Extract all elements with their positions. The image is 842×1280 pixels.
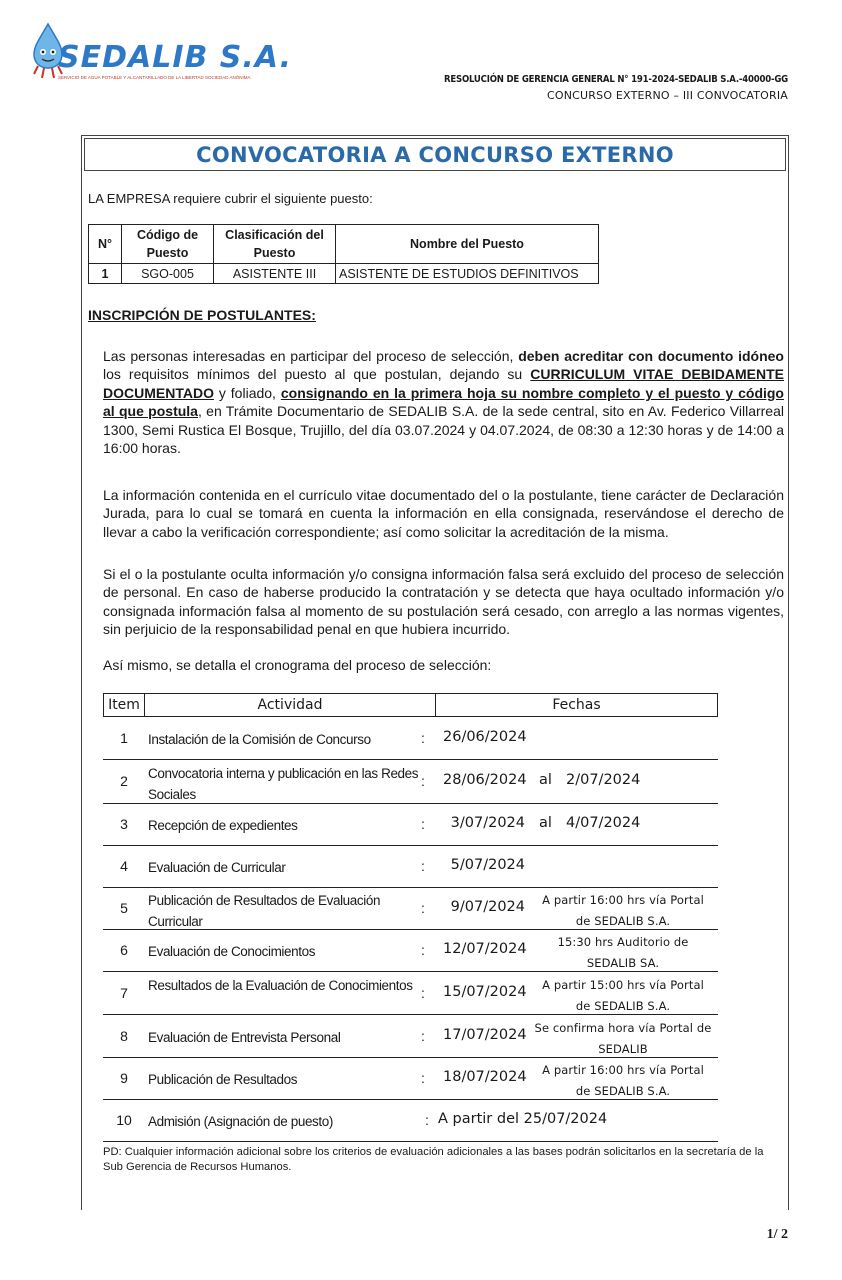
contest-label: CONCURSO EXTERNO – III CONVOCATORIA [547,89,788,102]
schedule-activity: Resultados de la Evaluación de Conocimientos [148,978,413,993]
p1-text-1: Las personas interesadas en participar del proceso de selección, [103,348,519,364]
schedule-item-number: 4 [120,858,128,874]
schedule-header [103,693,718,717]
schedule-row [103,846,718,888]
schedule-colon: : [425,1112,429,1128]
section-title: INSCRIPCIÓN DE POSTULANTES: [88,307,316,323]
schedule-row [103,888,718,930]
schedule-row [103,1058,718,1100]
schedule-activity: Recepción de expedientes [148,818,298,833]
position-table [88,224,599,284]
schedule-item-number: 1 [120,730,128,746]
col-classification: Clasificación del Puesto [214,225,336,264]
schedule-date: 3/07/2024 [450,815,525,831]
schedule-date: 26/06/2024 [443,729,527,745]
paragraph-declaration: La información contenida en el currículo vitae documentado del o la postulante, tiene carácter de Declaración Jurada, para lo cual se tomará en cuenta la información en ella consignada, reservándose el derecho de llevar a cabo la verificación correspondiente; así como solicitar la acreditación de la misma. [103,487,784,540]
schedule-activity: Convocatoria interna y publicación en las Redes Sociales [148,766,419,802]
schedule-colon: : [421,1070,425,1086]
p1-text-3: y foliado, [213,384,281,401]
schedule-date: 12/07/2024 [443,941,527,957]
logo-wordmark: SEDALIB S.A. [58,40,292,75]
schedule-note: A partir 16:00 hrs vía Portal de SEDALIB S.A. [542,1063,704,1098]
intro-text: LA EMPRESA requiere cubrir el siguiente puesto: [88,191,373,206]
row-code: SGO-005 [122,264,214,284]
paragraph-registration [103,347,784,457]
schedule-range-connector: al [539,815,552,831]
schedule-colon: : [421,730,425,746]
schedule-colon: : [421,773,425,789]
schedule-activity: Publicación de Resultados de Evaluación Curricular [148,893,381,929]
schedule-activity: Evaluación de Conocimientos [148,944,316,959]
schedule-col-item: Item [103,693,145,717]
schedule-item-number: 6 [120,942,128,958]
p1-text-2: los requisitos mínimos del puesto al que postulan, dejando su [103,366,531,383]
schedule-item-number: 8 [120,1028,128,1044]
schedule-row [103,804,718,846]
schedule-item-number: 3 [120,816,128,832]
table-row [89,264,599,284]
position-table-header [89,225,599,264]
footnote: PD: Cualquier información adicional sobre los criterios de evaluación adicionales a las bases podrán solicitarlos en la secretaría de la Sub Gerencia de Recursos Humanos. [103,1146,764,1173]
schedule-activity: Evaluación de Entrevista Personal [148,1030,341,1045]
schedule-row [103,930,718,972]
schedule-row [103,1100,718,1142]
page-number: 1/ 2 [766,1227,788,1242]
schedule-note: 15:30 hrs Auditorio de SEDALIB SA. [557,935,689,970]
schedule-activity: Admisión (Asignación de puesto) [148,1114,333,1129]
schedule-date: 15/07/2024 [443,984,527,1000]
schedule-item-number: 7 [120,985,128,1001]
schedule-item-number: 2 [120,773,128,789]
paragraph-schedule-intro: Así mismo, se detalla el cronograma del proceso de selección: [103,657,492,673]
schedule-date: 9/07/2024 [450,899,525,915]
schedule-row [103,718,718,760]
schedule-note: A partir 16:00 hrs vía Portal de SEDALIB S.A. [542,893,704,928]
schedule-colon: : [421,900,425,916]
schedule-colon: : [421,816,425,832]
schedule-date: 17/07/2024 [443,1027,527,1043]
row-position-name: ASISTENTE DE ESTUDIOS DEFINITIVOS [336,264,599,284]
schedule-note: A partir 15:00 hrs vía Portal de SEDALIB S.A. [542,978,704,1013]
schedule-range-connector: al [539,772,552,788]
schedule-col-dates: Fechas [435,693,718,717]
col-position-name: Nombre del Puesto [336,225,599,264]
schedule-colon: : [421,858,425,874]
schedule-row [103,760,718,804]
logo-subtitle: SERVICIO DE AGUA POTABLE Y ALCANTARILLADO DE LA LIBERTAD SOCIEDAD ANÓNIMA [58,75,251,80]
schedule-date: A partir del 25/07/2024 [438,1111,608,1127]
resolution-number: RESOLUCIÓN DE GERENCIA GENERAL N° 191-2024-SEDALIB S.A.-40000-GG [443,74,788,85]
schedule-item-number: 10 [116,1112,132,1128]
schedule-date-end: 2/07/2024 [566,772,641,788]
schedule-item-number: 9 [120,1070,128,1086]
schedule-colon: : [421,1028,425,1044]
col-code: Código de Puesto [122,225,214,264]
schedule-colon: : [421,942,425,958]
schedule-row [103,1015,718,1058]
title-box [84,138,786,171]
schedule-activity: Evaluación de Curricular [148,860,286,875]
p1-bold-2: CURRICULUM VITAE DEBIDAMENTE DOCUMENTADO [103,366,785,401]
col-number: N° [89,225,122,264]
schedule-activity: Publicación de Resultados [148,1072,298,1087]
p1-text-4: , en Trámite Documentario de SEDALIB S.A. de la sede central, sito en Av. Federico Villarreal 1300, Semi Rustica El Bosque, Trujillo, del día 03.07.2024 y 04.07.2024, de 08:30 a 12:30 horas y de 14:00 a 16:00 horas. [103,403,784,457]
schedule-date: 5/07/2024 [450,857,525,873]
row-classification: ASISTENTE III [214,264,336,284]
row-number: 1 [89,264,122,284]
p1-bold-1: deben acreditar con documento idóneo [518,348,784,364]
schedule-date-end: 4/07/2024 [566,815,641,831]
schedule-item-number: 5 [120,900,128,916]
schedule-note: Se confirma hora vía Portal de SEDALIB [534,1021,712,1056]
schedule-row [103,972,718,1015]
page-title: CONVOCATORIA A CONCURSO EXTERNO [196,143,674,167]
schedule-colon: : [421,985,425,1001]
schedule-activity: Instalación de la Comisión de Concurso [148,732,371,747]
schedule-col-activity: Actividad [144,693,436,717]
schedule-date: 28/06/2024 [443,772,527,788]
schedule-date: 18/07/2024 [443,1069,527,1085]
p1-bold-3: consignando en la primera hoja su nombre completo y el puesto y código al que postula [103,384,784,420]
paragraph-false-info: Si el o la postulante oculta información y/o consigna información falsa será excluido del proceso de selección de personal. En caso de haberse producido la contratación y se detecta que haya ocultado información y/o consignada información falsa al momento de su postulación será cesado, con arreglo a las normas vigentes, sin perjuicio de la responsabilidad penal en que hubiera incurrido. [103,566,784,638]
